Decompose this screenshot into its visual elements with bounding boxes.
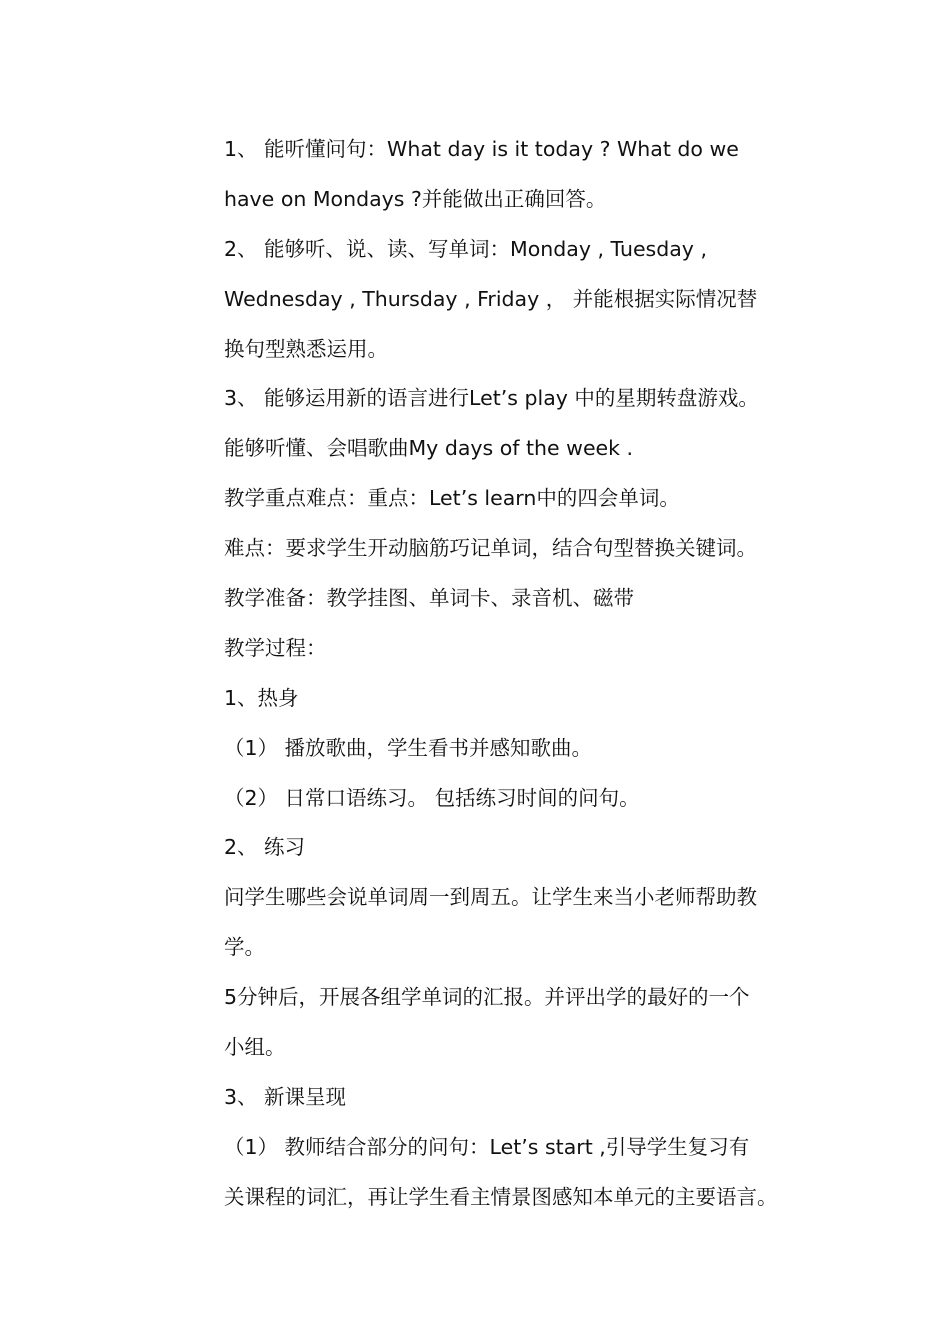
step-1-item-2: （2） 日常口语练习。 包括练习时间的问句。: [224, 785, 640, 810]
step-1-heading: 1、热身: [224, 685, 299, 710]
step-2-heading: 2、 练习: [224, 835, 306, 860]
step-3-item-1-line-2: 关课程的词汇，再让学生看主情景图感知本单元的主要语言。: [224, 1184, 778, 1209]
objective-1-line-2: have on Mondays ?并能做出正确回答。: [224, 186, 607, 211]
objective-2-line-3: 换句型熟悉运用。: [224, 336, 388, 361]
objective-3-line: 3、 能够运用新的语言进行Let’s play 中的星期转盘游戏。: [224, 386, 759, 411]
song-objective-line: 能够听懂、会唱歌曲My days of the week .: [224, 436, 634, 461]
step-3-heading: 3、 新课呈现: [224, 1084, 347, 1109]
difficult-points-line: 难点：要求学生开动脑筋巧记单词，结合句型替换关键词。: [224, 536, 757, 561]
teaching-materials-line: 教学准备：教学挂图、单词卡、录音机、磁带: [224, 586, 634, 611]
objective-1-line-1: 1、 能听懂问句：What day is it today ? What do we: [224, 137, 739, 161]
step-2-text-line-3: 5分钟后，开展各组学单词的汇报。并评出学的最好的一个: [224, 985, 750, 1010]
key-points-line: 教学重点难点：重点：Let’s learn中的四会单词。: [224, 486, 680, 511]
step-2-text-line-2: 学。: [224, 935, 265, 960]
step-1-item-1: （1） 播放歌曲，学生看书并感知歌曲。: [224, 735, 593, 760]
teaching-process-heading: 教学过程：: [224, 635, 327, 660]
lesson-plan-text: [224, 125, 824, 1223]
step-3-item-1-line-1: （1） 教师结合部分的问句：Let’s start ,引导学生复习有: [224, 1134, 750, 1159]
objective-2-line-1: 2、 能够听、说、读、写单词：Monday , Tuesday ,: [224, 236, 707, 261]
step-2-text-line-4: 小组。: [224, 1035, 286, 1060]
step-2-text-line-1: 问学生哪些会说单词周一到周五。让学生来当小老师帮助教: [224, 885, 757, 910]
objective-2-line-2: Wednesday , Thursday , Friday ， 并能根据实际情况替: [224, 286, 758, 311]
